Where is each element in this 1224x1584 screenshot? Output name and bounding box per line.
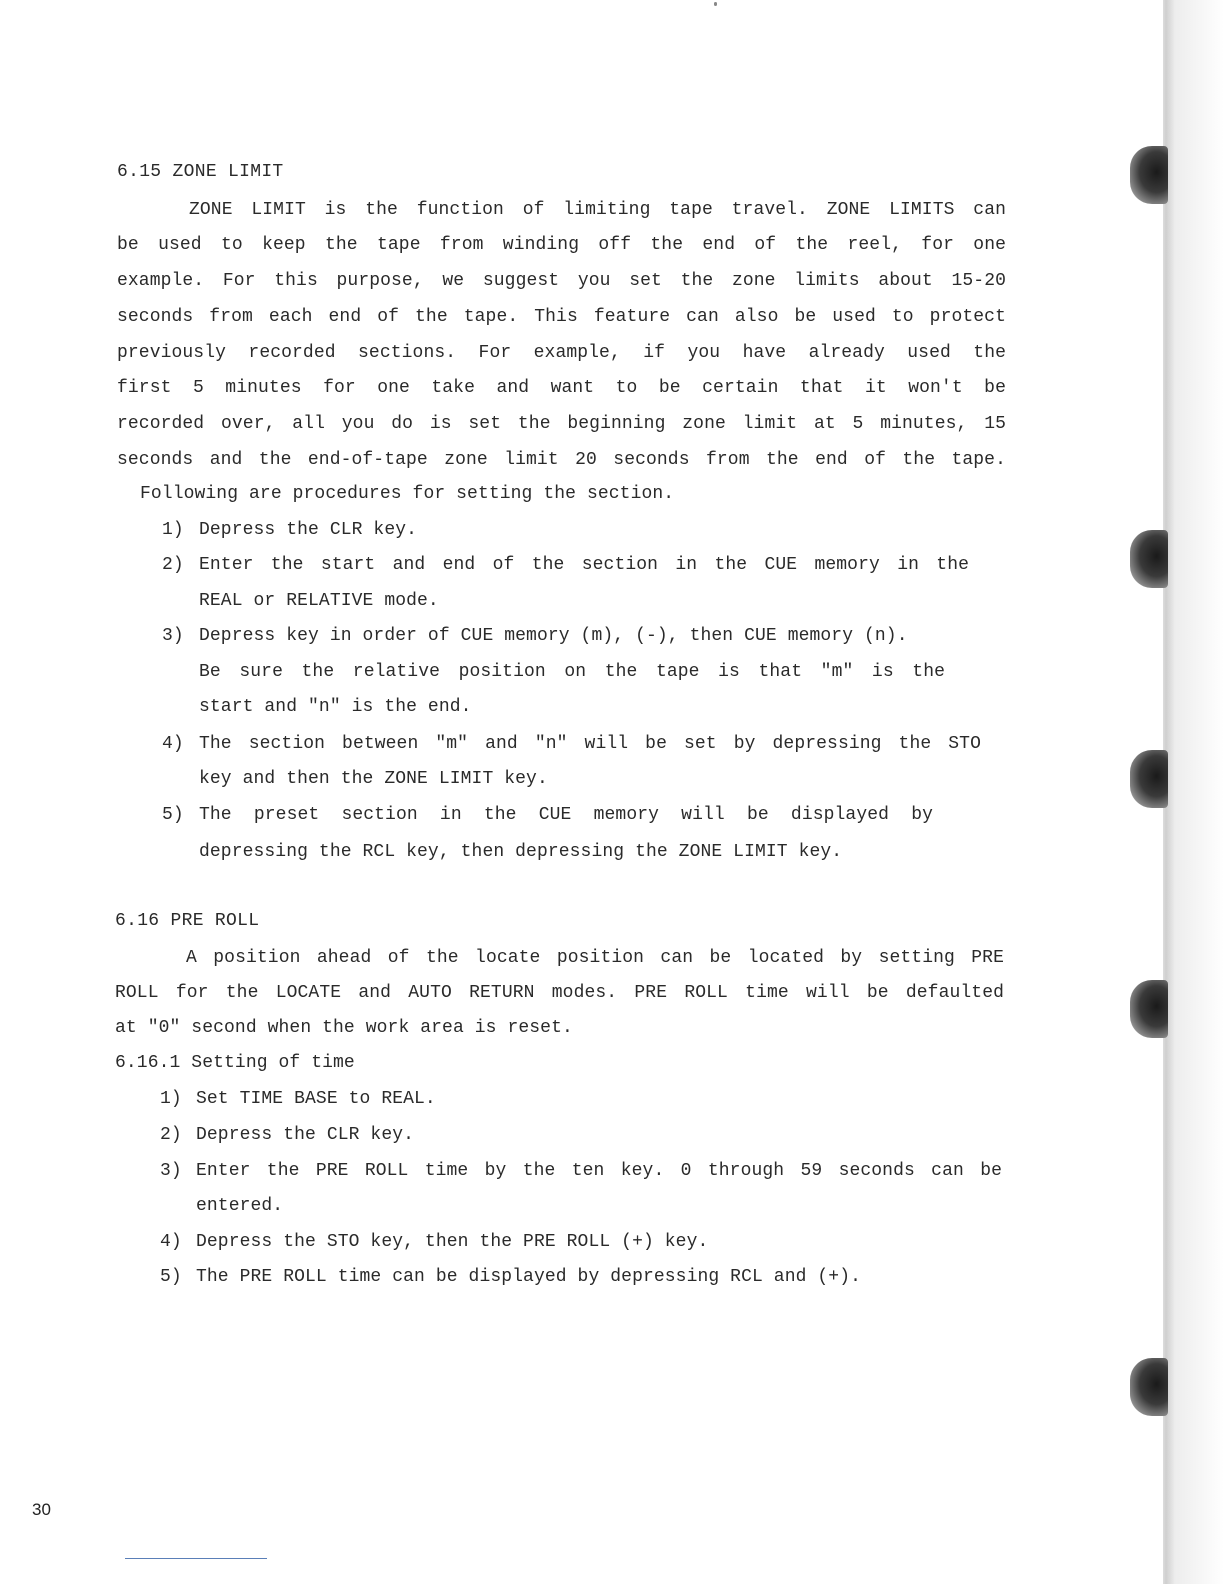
- paragraph-line: ZONE LIMIT is the function of limiting tape travel. ZONE LIMITS can: [189, 200, 1006, 220]
- paragraph-line: previously recorded sections. For example, if you have already used the: [117, 343, 1006, 363]
- step-number: 2): [162, 555, 184, 575]
- step-text: Be sure the relative position on the tape is that "m" is the: [199, 662, 945, 682]
- paragraph-line: seconds and the end-of-tape zone limit 20 seconds from the end of the tape.: [117, 450, 1006, 470]
- paragraph-line: be used to keep the tape from winding off the end of the reel, for one: [117, 235, 1006, 255]
- step-text: Depress the CLR key.: [199, 520, 418, 540]
- procedure-intro: Following are procedures for setting the section.: [140, 484, 675, 504]
- step-number: 1): [160, 1089, 182, 1109]
- paragraph-line: ROLL for the LOCATE and AUTO RETURN modes. PRE ROLL time will be defaulted: [115, 983, 1004, 1003]
- step-text: depressing the RCL key, then depressing the ZONE LIMIT key.: [199, 842, 843, 862]
- sub-heading-setting-of-time: 6.16.1 Setting of time: [115, 1053, 355, 1073]
- step-text: Set TIME BASE to REAL.: [196, 1089, 436, 1109]
- step-text: Enter the PRE ROLL time by the ten key. 0 through 59 seconds can be: [196, 1161, 1002, 1181]
- step-number: 4): [160, 1232, 182, 1252]
- paragraph-line: recorded over, all you do is set the beginning zone limit at 5 minutes, 15: [117, 414, 1006, 434]
- step-number: 3): [162, 626, 184, 646]
- paragraph-line: at "0" second when the work area is reset.: [115, 1018, 573, 1038]
- step-number: 1): [162, 520, 184, 540]
- page-number: 30: [32, 1500, 51, 1519]
- step-text: REAL or RELATIVE mode.: [199, 591, 439, 611]
- step-text: The PRE ROLL time can be displayed by depressing RCL and (+).: [196, 1267, 862, 1287]
- step-number: 5): [160, 1267, 182, 1287]
- paragraph-line: first 5 minutes for one take and want to be certain that it won't be: [117, 378, 1006, 398]
- step-text: entered.: [196, 1196, 284, 1216]
- step-text: The section between "m" and "n" will be set by depressing the STO: [199, 734, 981, 754]
- step-number: 3): [160, 1161, 182, 1181]
- step-text: Enter the start and end of the section in the CUE memory in the: [199, 555, 969, 575]
- step-text: Depress the CLR key.: [196, 1125, 415, 1145]
- step-number: 5): [162, 805, 184, 825]
- step-text: Depress the STO key, then the PRE ROLL (+) key.: [196, 1232, 709, 1252]
- paragraph-line: example. For this purpose, we suggest you set the zone limits about 15-20: [117, 271, 1006, 291]
- step-text: key and then the ZONE LIMIT key.: [199, 769, 548, 789]
- paragraph-line: A position ahead of the locate position can be located by setting PRE: [186, 948, 1004, 968]
- step-text: Depress key in order of CUE memory (m), (-), then CUE memory (n).: [199, 626, 908, 646]
- section-heading-pre-roll: 6.16 PRE ROLL: [115, 911, 260, 931]
- paragraph-line: seconds from each end of the tape. This feature can also be used to protect: [117, 307, 1006, 327]
- step-number: 4): [162, 734, 184, 754]
- footer-rule: [125, 1558, 267, 1559]
- step-text: The preset section in the CUE memory will be displayed by: [199, 805, 933, 825]
- step-text: start and "n" is the end.: [199, 697, 472, 717]
- section-heading-zone-limit: 6.15 ZONE LIMIT: [117, 162, 284, 182]
- step-number: 2): [160, 1125, 182, 1145]
